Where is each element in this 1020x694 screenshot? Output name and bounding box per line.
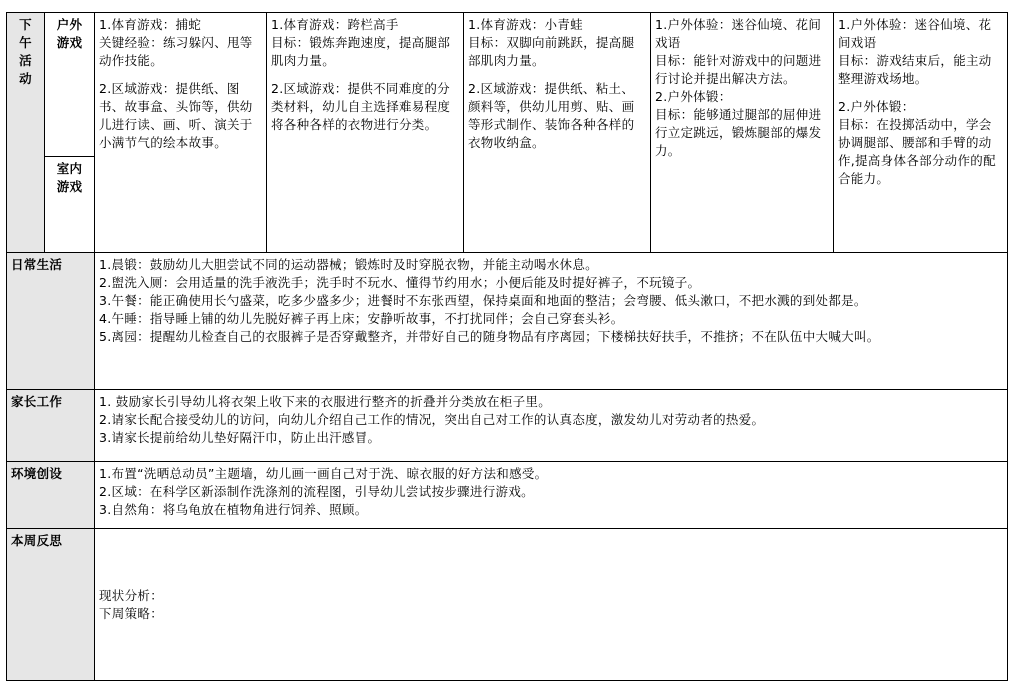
label-line: 游戏 — [56, 179, 83, 194]
cell-line: 目标：能针对游戏中的问题进行讨论并提出解决方法。 — [655, 53, 822, 86]
daily-item: 2.盥洗入厕：会用适量的洗手液洗手；洗手时不玩水、懂得节约用水；小便后能及时提好裤子，不玩镜子。 — [99, 275, 701, 290]
daily-item: 3.午餐：能正确使用长勺盛菜，吃多少盛多少；进餐时不东张西望，保持桌面和地面的整洁；会弯腰、低头漱口，不把水溅的到处都是。 — [99, 293, 867, 308]
reflection-label: 本周反思 — [7, 529, 95, 681]
daily-life-label: 日常生活 — [7, 253, 95, 390]
afternoon-cell-tuesday — [267, 13, 464, 253]
environment-item: 2.区域：在科学区新添制作洗涤剂的流程图，引导幼儿尝试按步骤进行游戏。 — [99, 484, 534, 499]
daily-life-content — [95, 253, 1008, 390]
environment-item: 3.自然角：将乌龟放在植物角进行饲养、照顾。 — [99, 502, 368, 517]
label-line: 游戏 — [56, 35, 83, 50]
cell-line: 目标：双脚向前跳跃，提高腿部肌肉力量。 — [468, 35, 635, 68]
label-char: 午 — [19, 35, 32, 50]
afternoon-cell-thursday — [651, 13, 834, 253]
parent-item: 1. 鼓励家长引导幼儿将衣架上收下来的衣服进行整齐的折叠并分类放在柜子里。 — [99, 394, 552, 409]
cell-line: 1.体育游戏：捕蛇 — [99, 17, 202, 32]
cell-line: 1.户外体验：迷谷仙境、花间戏语 — [655, 17, 822, 50]
afternoon-cell-wednesday — [464, 13, 651, 253]
cell-line: 1.户外体验：迷谷仙境、花间戏语 — [838, 17, 992, 50]
label-char: 活 — [19, 53, 32, 68]
environment-item: 1.布置“洗晒总动员”主题墙，幼儿画一画自己对于洗、晾衣服的好方法和感受。 — [99, 466, 548, 481]
cell-line: 目标：游戏结束后，能主动整理游戏场地。 — [838, 53, 992, 86]
label-char: 下 — [19, 17, 32, 32]
label-line: 室内 — [56, 161, 83, 176]
label-char: 动 — [19, 71, 32, 86]
afternoon-activity-label — [7, 13, 45, 253]
cell-line: 1.体育游戏：小青蛙 — [468, 17, 583, 32]
environment-content — [95, 462, 1008, 529]
cell-line: 2.户外体锻： — [655, 89, 732, 104]
label-line: 户外 — [56, 17, 83, 32]
cell-line: 2.区域游戏：提供纸、图书、故事盒、头饰等，供幼儿进行读、画、听、演关于小满节气的绘本故事。 — [99, 81, 253, 150]
weekly-plan-table — [6, 12, 1008, 681]
cell-line: 1.体育游戏：跨栏高手 — [271, 17, 399, 32]
daily-item: 1.晨锻：鼓励幼儿大胆尝试不同的运动器械；锻炼时及时穿脱衣物，并能主动喝水休息。 — [99, 257, 598, 272]
environment-label: 环境创设 — [7, 462, 95, 529]
afternoon-cell-friday — [834, 13, 1008, 253]
cell-line: 2.区域游戏：提供纸、粘土、颜料等，供幼儿用剪、贴、画等形式制作、装饰各种各样的衣物收纳盒。 — [468, 81, 635, 150]
parent-item: 2.请家长配合接受幼儿的访问，向幼儿介绍自己工作的情况，突出自己对工作的认真态度，激发幼儿对劳动者的热爱。 — [99, 412, 765, 427]
reflection-strategy: 下周策略： — [99, 605, 164, 621]
parent-work-label: 家长工作 — [7, 390, 95, 462]
reflection-content — [95, 529, 1008, 681]
daily-item: 4.午睡：指导睡上铺的幼儿先脱好裤子再上床；安静听故事，不打扰同伴；会自己穿套头衫。 — [99, 311, 624, 326]
outdoor-game-label — [45, 13, 95, 157]
cell-line: 目标：锻炼奔跑速度，提高腿部肌肉力量。 — [271, 35, 451, 68]
parent-work-content — [95, 390, 1008, 462]
cell-line: 2.户外体锻： — [838, 99, 915, 114]
daily-item: 5.离园：提醒幼儿检查自己的衣服裤子是否穿戴整齐，并带好自己的随身物品有序离园；下楼梯扶好扶手，不推挤；不在队伍中大喊大叫。 — [99, 329, 880, 344]
reflection-analysis: 现状分析： — [99, 587, 164, 603]
cell-line: 目标：在投掷活动中，学会协调腿部、腰部和手臂的动作,提高身体各部分动作的配合能力。 — [838, 117, 996, 186]
cell-line: 目标：能够通过腿部的屈伸进行立定跳远，锻炼腿部的爆发力。 — [655, 107, 822, 158]
indoor-game-label — [45, 157, 95, 253]
cell-line: 关键经验：练习躲闪、甩等动作技能。 — [99, 35, 253, 68]
cell-line: 2.区域游戏：提供不同难度的分类材料，幼儿自主选择难易程度将各种各样的衣物进行分类。 — [271, 81, 451, 132]
afternoon-cell-monday — [95, 13, 267, 253]
parent-item: 3.请家长提前给幼儿垫好隔汗巾，防止出汗感冒。 — [99, 430, 381, 445]
